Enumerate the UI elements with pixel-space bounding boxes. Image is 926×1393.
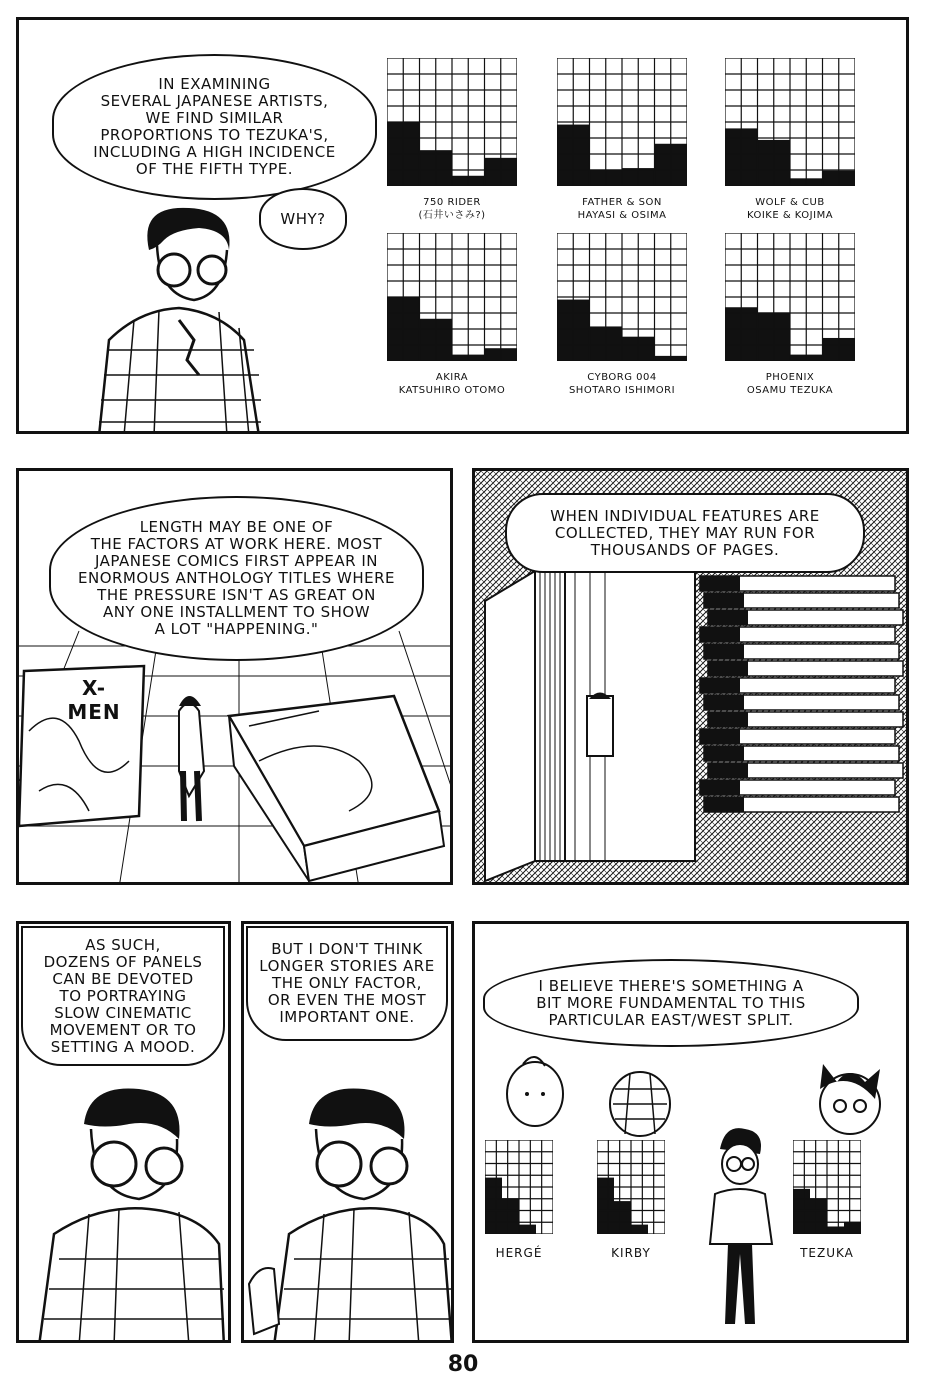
- chart-caption-3: WOLF & CUB KOIKE & KOJIMA: [746, 197, 834, 221]
- speech-text-6: I BELIEVE THERE'S SOMETHING A BIT MORE FUNDAMENTAL TO THIS PARTICULAR EAST/WEST SPLIT.: [536, 976, 806, 1029]
- artist-chart-1-bar-1: [485, 1178, 502, 1234]
- page-number: 80: [447, 1352, 479, 1377]
- chart-5: [557, 233, 687, 361]
- character-figure: [79, 200, 269, 434]
- artist-heads: [475, 1044, 909, 1144]
- thing-head: [610, 1072, 670, 1136]
- speech-text-1: IN EXAMINING SEVERAL JAPANESE ARTISTS, WE FIND SIMILAR PROPORTIONS TO TEZUKA'S, INCLUDING A HIGH INCIDENCE OF THE FIFTH TYPE.: [93, 75, 336, 178]
- artist-chart-3-bar-1: [793, 1189, 810, 1234]
- reply-bubble: [259, 188, 347, 250]
- character-standing: [700, 1124, 780, 1339]
- speech-bubble-2: [49, 496, 424, 661]
- artist-chart-3-bar-4: [844, 1222, 861, 1234]
- panel-3: [472, 468, 909, 885]
- panel-6: [472, 921, 909, 1343]
- chart-3: [725, 58, 855, 186]
- tintin-head: [507, 1057, 563, 1126]
- artist-chart-3-bar-3: [827, 1226, 844, 1234]
- artist-chart-3: [793, 1140, 861, 1234]
- comic-cover-title: X-MEN: [67, 676, 121, 724]
- speech-bubble-3: [505, 493, 865, 573]
- speech-text-4: AS SUCH, DOZENS OF PANELS CAN BE DEVOTED TO PORTRAYING SLOW CINEMATIC MOVEMENT OR TO SETTING A MOOD.: [43, 935, 203, 1056]
- artist-label-3: TEZUKA: [800, 1246, 854, 1260]
- speech-text-3: WHEN INDIVIDUAL FEATURES ARE COLLECTED, THEY MAY RUN FOR THOUSANDS OF PAGES.: [550, 506, 820, 559]
- chart-2: [557, 58, 687, 186]
- artist-chart-2-bar-1: [597, 1178, 614, 1234]
- speech-bubble-1: [52, 54, 377, 200]
- artist-label-2: KIRBY: [611, 1246, 651, 1260]
- character-pointing: [244, 1084, 454, 1343]
- chart-caption-5: CYBORG 004 SHOTARO ISHIMORI: [568, 372, 676, 396]
- speech-text-5: BUT I DON'T THINK LONGER STORIES ARE THE ONLY FACTOR, OR EVEN THE MOST IMPORTANT ONE.: [259, 940, 435, 1026]
- chart-4: [387, 233, 517, 361]
- chart-caption-2: FATHER & SON HAYASI & OSIMA: [577, 197, 667, 221]
- speech-text-2: LENGTH MAY BE ONE OF THE FACTORS AT WORK HERE. MOST JAPANESE COMICS FIRST APPEAR IN ENORMOUS ANTHOLOGY TITLES WHERE THE PRESSURE ISN'T AS GREAT ON ANY ONE INSTALLMENT TO SHOW A LOT "HAPPENING.": [78, 518, 395, 638]
- chart-6: [725, 233, 855, 361]
- reply-text: WHY?: [280, 209, 326, 228]
- speech-bubble-5: [246, 926, 448, 1041]
- chart-caption-1: 750 RIDER (石井いさみ?): [418, 197, 486, 221]
- character-arms-crossed: [19, 1084, 231, 1343]
- chart-caption-6: PHOENIX OSAMU TEZUKA: [746, 372, 834, 396]
- artist-chart-3-bar-2: [810, 1198, 827, 1234]
- speech-bubble-4: [21, 926, 225, 1066]
- astro-boy-head: [820, 1064, 880, 1134]
- artist-chart-2-bar-2: [614, 1201, 631, 1234]
- artist-chart-2: [597, 1140, 665, 1234]
- panel-4: [16, 921, 231, 1343]
- chart-caption-4: AKIRA KATSUHIRO OTOMO: [398, 372, 506, 396]
- artist-chart-1-bar-2: [502, 1198, 519, 1234]
- speech-bubble-6: [483, 959, 859, 1047]
- panel-1: [16, 17, 909, 434]
- artist-chart-1: [485, 1140, 553, 1234]
- chart-1: [387, 58, 517, 186]
- panel-5: [241, 921, 454, 1343]
- artist-label-1: HERGÉ: [495, 1246, 543, 1260]
- artist-chart-1-bar-3: [519, 1225, 536, 1234]
- artist-chart-2-bar-3: [631, 1225, 648, 1234]
- panel-2: [16, 468, 453, 885]
